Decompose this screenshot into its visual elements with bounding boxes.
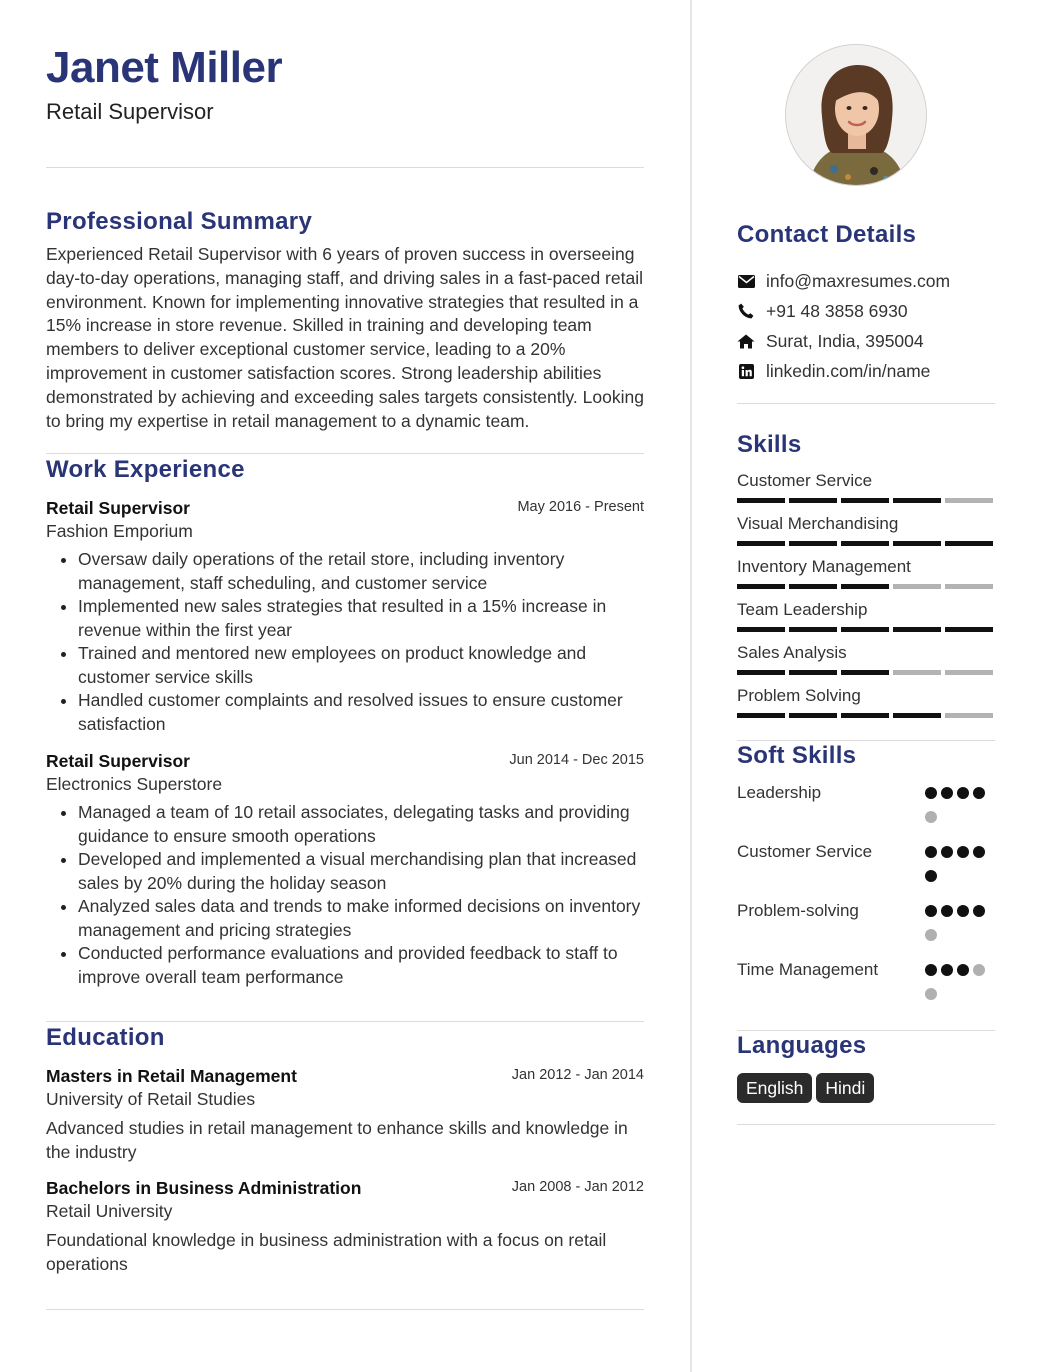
skill-level-segment [893,584,941,589]
rating-dot [925,905,937,917]
skill-name: Team Leadership [737,600,868,619]
rating-dot [941,905,953,917]
skill-level-segment [841,670,889,675]
skill-name: Customer Service [737,471,873,490]
skill-level-segment [789,498,837,503]
language-badge: Hindi [816,1073,874,1103]
skill-level-segment [737,670,785,675]
contact-list [737,266,995,386]
job-entry [46,750,644,989]
soft-skill-item [737,781,995,835]
rating-dot [925,787,937,799]
skill-level-bar [737,627,995,632]
school: Retail University [46,1200,173,1221]
skill-level-segment [789,713,837,718]
languages-list [737,1073,995,1103]
job-date: Jun 2014 - Dec 2015 [509,752,644,769]
soft-skills-list [737,781,995,1012]
skill-level-segment [893,541,941,546]
language-badge: English [737,1073,812,1103]
envelope-icon [737,272,755,290]
skill-level-segment [789,670,837,675]
sidebar [737,44,995,1125]
soft-skill-rating [925,958,995,1012]
skill-level-bar [737,713,995,718]
job-title: Retail Supervisor [46,751,190,772]
skill-item [737,470,995,503]
rating-dot [925,988,937,1000]
contact-phone[interactable] [737,296,995,326]
profile-photo-illustration [786,45,927,186]
skill-level-segment [945,627,993,632]
skill-level-segment [841,584,889,589]
soft-skill-item [737,958,995,1012]
skill-item [737,513,995,546]
rating-dot [925,929,937,941]
rating-dot [941,787,953,799]
skill-level-segment [737,713,785,718]
skill-level-segment [737,541,785,546]
job-company: Fashion Emporium [46,521,193,542]
divider [46,167,644,168]
job-bullet: Oversaw daily operations of the retail store, including inventory management, staff scheduling, and customer service [46,548,644,595]
skill-level-segment [841,627,889,632]
skill-level-bar [737,670,995,675]
skill-item [737,599,995,632]
education-entry [46,1065,644,1165]
rating-dot [941,846,953,858]
skill-level-segment [841,541,889,546]
soft-skill-item [737,899,995,953]
soft-skill-name: Customer Service [737,842,873,861]
rating-dot [973,905,985,917]
rating-dot [973,964,985,976]
skill-item [737,556,995,589]
job-entry [46,497,644,736]
skill-level-segment [841,498,889,503]
education-date: Jan 2012 - Jan 2014 [511,1067,644,1084]
skill-level-segment [789,584,837,589]
contact-linkedin[interactable] [737,356,995,386]
phone-icon [737,302,755,320]
skill-level-segment [945,584,993,589]
job-bullets [46,801,644,989]
contact-email-text: info@maxresumes.com [766,270,951,291]
education-description: Advanced studies in retail management to enhance skills and knowledge in the industry [46,1118,628,1163]
soft-skill-name: Time Management [737,960,879,979]
summary-heading: Professional Summary [46,208,313,235]
profile-photo [785,44,927,186]
rating-dot [957,787,969,799]
linkedin-icon [737,362,755,380]
rating-dot [925,870,937,882]
skill-item [737,685,995,718]
job-bullet: Analyzed sales data and trends to make informed decisions on inventory management and pricing strategies [46,895,644,942]
column-divider [690,0,692,1372]
contact-heading: Contact Details [737,221,917,248]
education-entry [46,1177,644,1277]
skill-level-segment [945,713,993,718]
job-title: Retail Supervisor [46,498,190,519]
rating-dot [973,787,985,799]
skill-level-bar [737,584,995,589]
degree: Bachelors in Business Administration [46,1177,362,1198]
skill-level-segment [737,627,785,632]
contact-email[interactable] [737,266,995,296]
divider [46,1021,644,1022]
education-description: Foundational knowledge in business administration with a focus on retail operations [46,1229,607,1274]
home-icon [737,332,755,350]
skill-level-bar [737,498,995,503]
job-bullet: Trained and mentored new employees on product knowledge and customer service skills [46,642,644,689]
rating-dot [941,964,953,976]
skill-name: Inventory Management [737,557,911,576]
main-column [46,40,644,1310]
languages-heading: Languages [737,1032,867,1059]
soft-skill-name: Problem-solving [737,901,859,920]
divider [737,1124,995,1125]
skill-level-segment [737,498,785,503]
soft-skill-item [737,840,995,894]
job-bullet: Managed a team of 10 retail associates, delegating tasks and providing guidance to ensure smooth operations [46,801,644,848]
skill-level-segment [893,670,941,675]
job-bullet: Conducted performance evaluations and provided feedback to staff to improve overall team performance [46,942,644,989]
contact-address-text: Surat, India, 395004 [766,330,924,351]
experience-heading: Work Experience [46,456,245,484]
skill-level-segment [945,670,993,675]
soft-skill-name: Leadership [737,783,822,802]
contact-linkedin-text: linkedin.com/in/name [766,360,931,381]
skill-name: Visual Merchandising [737,514,899,533]
school: University of Retail Studies [46,1089,256,1110]
rating-dot [973,846,985,858]
job-date: May 2016 - Present [517,499,644,516]
skills-heading: Skills [737,431,802,458]
summary-text: Experienced Retail Supervisor with 6 years of proven success in overseeing day-to-day operations, managing staff, and driving sales in a fast-paced retail environment. Known for implementing innovative strategies that resulted in a 15% increase in store revenue. Skilled in training and developing team members to deliver exceptional customer service, leading to a 20% improvement in customer satisfaction scores. Strong leadership abilities demonstrated by achieving and exceeding sales targets consistently. Looking to bring my expertise in retail management to a dynamic team. [46,244,644,431]
skill-level-segment [737,584,785,589]
skill-level-segment [893,498,941,503]
rating-dot [957,905,969,917]
skill-level-segment [841,713,889,718]
job-bullet: Implemented new sales strategies that resulted in a 15% increase in revenue within the first year [46,595,644,642]
skill-level-bar [737,541,995,546]
degree: Masters in Retail Management [46,1066,297,1087]
rating-dot [925,964,937,976]
skill-level-segment [945,498,993,503]
rating-dot [957,846,969,858]
soft-skill-rating [925,781,995,835]
candidate-title: Retail Supervisor [46,99,214,124]
skill-level-segment [893,627,941,632]
job-bullet: Handled customer complaints and resolved issues to ensure customer satisfaction [46,689,644,736]
skill-level-segment [893,713,941,718]
soft-skill-rating [925,899,995,953]
divider [46,453,644,454]
contact-phone-text: +91 48 3858 6930 [766,300,908,321]
skill-level-segment [945,541,993,546]
rating-dot [957,964,969,976]
skill-name: Problem Solving [737,686,861,705]
soft-skills-heading: Soft Skills [737,742,857,769]
candidate-name: Janet Miller [46,43,283,92]
divider [46,1309,644,1310]
rating-dot [925,846,937,858]
education-heading: Education [46,1024,165,1052]
job-bullets [46,548,644,736]
skill-name: Sales Analysis [737,643,847,662]
soft-skill-rating [925,840,995,894]
divider [737,403,995,404]
skill-item [737,642,995,675]
education-date: Jan 2008 - Jan 2012 [511,1178,644,1195]
skill-level-segment [789,541,837,546]
job-company: Electronics Superstore [46,774,223,795]
skill-level-segment [789,627,837,632]
contact-address [737,326,995,356]
skills-list [737,470,995,718]
job-bullet: Developed and implemented a visual merchandising plan that increased sales by 20% during the holiday season [46,848,644,895]
rating-dot [925,811,937,823]
